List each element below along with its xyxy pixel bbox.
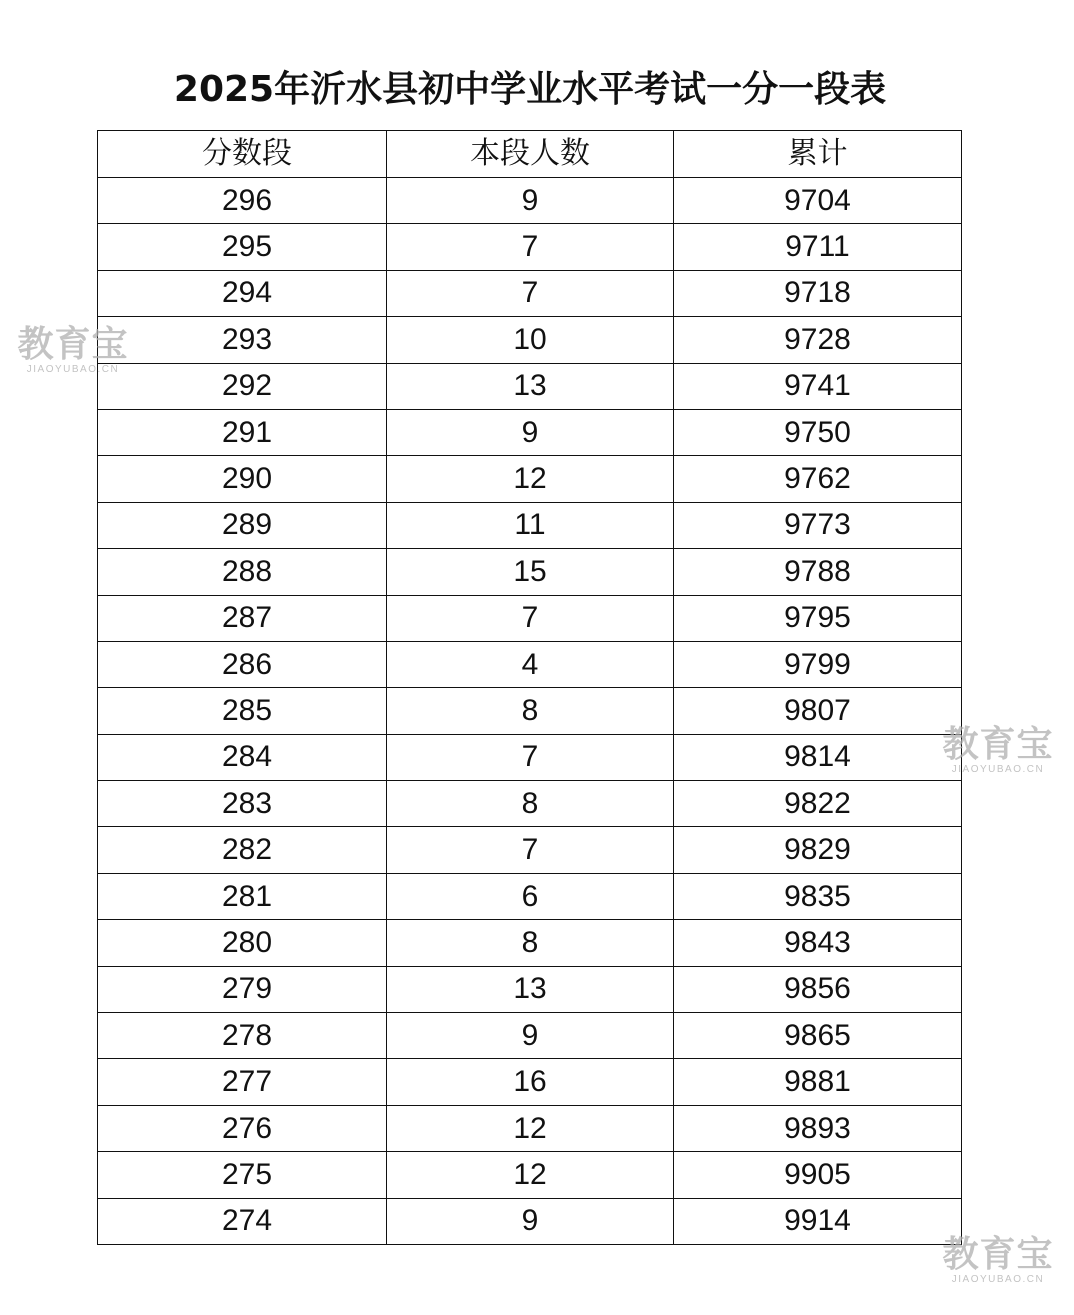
watermark-site: JIAOYUBAO.CN [951,1274,1045,1285]
table-row [98,549,962,595]
cell-score-segment: 296 [98,178,387,224]
cell-segment-count: 7 [387,224,674,270]
table-row [98,595,962,641]
table-row [98,1059,962,1105]
cell-segment-count: 11 [387,502,674,548]
cell-segment-count: 13 [387,363,674,409]
cell-cumulative: 9835 [674,873,962,919]
table-header [98,131,962,178]
cell-segment-count: 15 [387,549,674,595]
cell-segment-count: 7 [387,734,674,780]
cell-cumulative: 9822 [674,781,962,827]
cell-score-segment: 276 [98,1105,387,1151]
table-row [98,224,962,270]
table-row [98,1198,962,1244]
table-row [98,1105,962,1151]
cell-cumulative: 9829 [674,827,962,873]
cell-score-segment: 294 [98,270,387,316]
cell-cumulative: 9762 [674,456,962,502]
cell-cumulative: 9856 [674,966,962,1012]
cell-score-segment: 279 [98,966,387,1012]
watermark-logo: 教育宝 [942,724,1054,765]
cell-score-segment: 277 [98,1059,387,1105]
cell-cumulative: 9807 [674,688,962,734]
cell-cumulative: 9905 [674,1152,962,1198]
cell-cumulative: 9728 [674,317,962,363]
cell-cumulative: 9788 [674,549,962,595]
table-row [98,781,962,827]
table-row [98,966,962,1012]
cell-score-segment: 287 [98,595,387,641]
table-row [98,1152,962,1198]
cell-score-segment: 274 [98,1198,387,1244]
table-row [98,920,962,966]
header-score-segment: 分数段 [98,131,387,178]
watermark-logo: 教育宝 [942,1234,1054,1275]
cell-score-segment: 285 [98,688,387,734]
cell-score-segment: 280 [98,920,387,966]
table-row [98,409,962,455]
cell-segment-count: 12 [387,1105,674,1151]
cell-cumulative: 9750 [674,409,962,455]
cell-cumulative: 9741 [674,363,962,409]
cell-score-segment: 282 [98,827,387,873]
cell-cumulative: 9711 [674,224,962,270]
cell-segment-count: 6 [387,873,674,919]
score-distribution-table [97,130,962,1245]
cell-score-segment: 275 [98,1152,387,1198]
table-row [98,363,962,409]
header-row [98,131,962,178]
cell-score-segment: 291 [98,409,387,455]
cell-segment-count: 10 [387,317,674,363]
cell-segment-count: 7 [387,270,674,316]
cell-score-segment: 292 [98,363,387,409]
table-row [98,178,962,224]
cell-score-segment: 295 [98,224,387,270]
document-title: 2025年沂水县初中学业水平考试一分一段表 [173,69,887,110]
cell-score-segment: 278 [98,1013,387,1059]
table-row [98,1013,962,1059]
cell-cumulative: 9843 [674,920,962,966]
cell-segment-count: 12 [387,456,674,502]
table-row [98,827,962,873]
cell-score-segment: 284 [98,734,387,780]
cell-cumulative: 9718 [674,270,962,316]
cell-score-segment: 288 [98,549,387,595]
cell-segment-count: 13 [387,966,674,1012]
watermark-site: JIAOYUBAO.CN [26,364,120,375]
cell-cumulative: 9704 [674,178,962,224]
cell-cumulative: 9814 [674,734,962,780]
cell-segment-count: 7 [387,827,674,873]
cell-score-segment: 293 [98,317,387,363]
cell-segment-count: 8 [387,688,674,734]
cell-cumulative: 9799 [674,641,962,687]
table-row [98,317,962,363]
cell-segment-count: 9 [387,1198,674,1244]
table-body [98,178,962,1245]
header-segment-count: 本段人数 [387,131,674,178]
table-row [98,456,962,502]
cell-segment-count: 8 [387,781,674,827]
cell-segment-count: 4 [387,641,674,687]
cell-score-segment: 286 [98,641,387,687]
cell-score-segment: 290 [98,456,387,502]
cell-score-segment: 281 [98,873,387,919]
table-row [98,641,962,687]
cell-score-segment: 289 [98,502,387,548]
table-row [98,270,962,316]
table-row [98,688,962,734]
cell-cumulative: 9893 [674,1105,962,1151]
cell-segment-count: 16 [387,1059,674,1105]
table-row [98,873,962,919]
cell-cumulative: 9773 [674,502,962,548]
cell-segment-count: 12 [387,1152,674,1198]
cell-segment-count: 9 [387,409,674,455]
cell-cumulative: 9795 [674,595,962,641]
cell-segment-count: 9 [387,178,674,224]
cell-segment-count: 9 [387,1013,674,1059]
cell-segment-count: 8 [387,920,674,966]
header-cumulative: 累计 [674,131,962,178]
table-row [98,502,962,548]
cell-score-segment: 283 [98,781,387,827]
cell-cumulative: 9881 [674,1059,962,1105]
watermark-logo: 教育宝 [17,324,129,365]
cell-cumulative: 9865 [674,1013,962,1059]
table-row [98,734,962,780]
cell-cumulative: 9914 [674,1198,962,1244]
watermark-site: JIAOYUBAO.CN [951,764,1045,775]
cell-segment-count: 7 [387,595,674,641]
